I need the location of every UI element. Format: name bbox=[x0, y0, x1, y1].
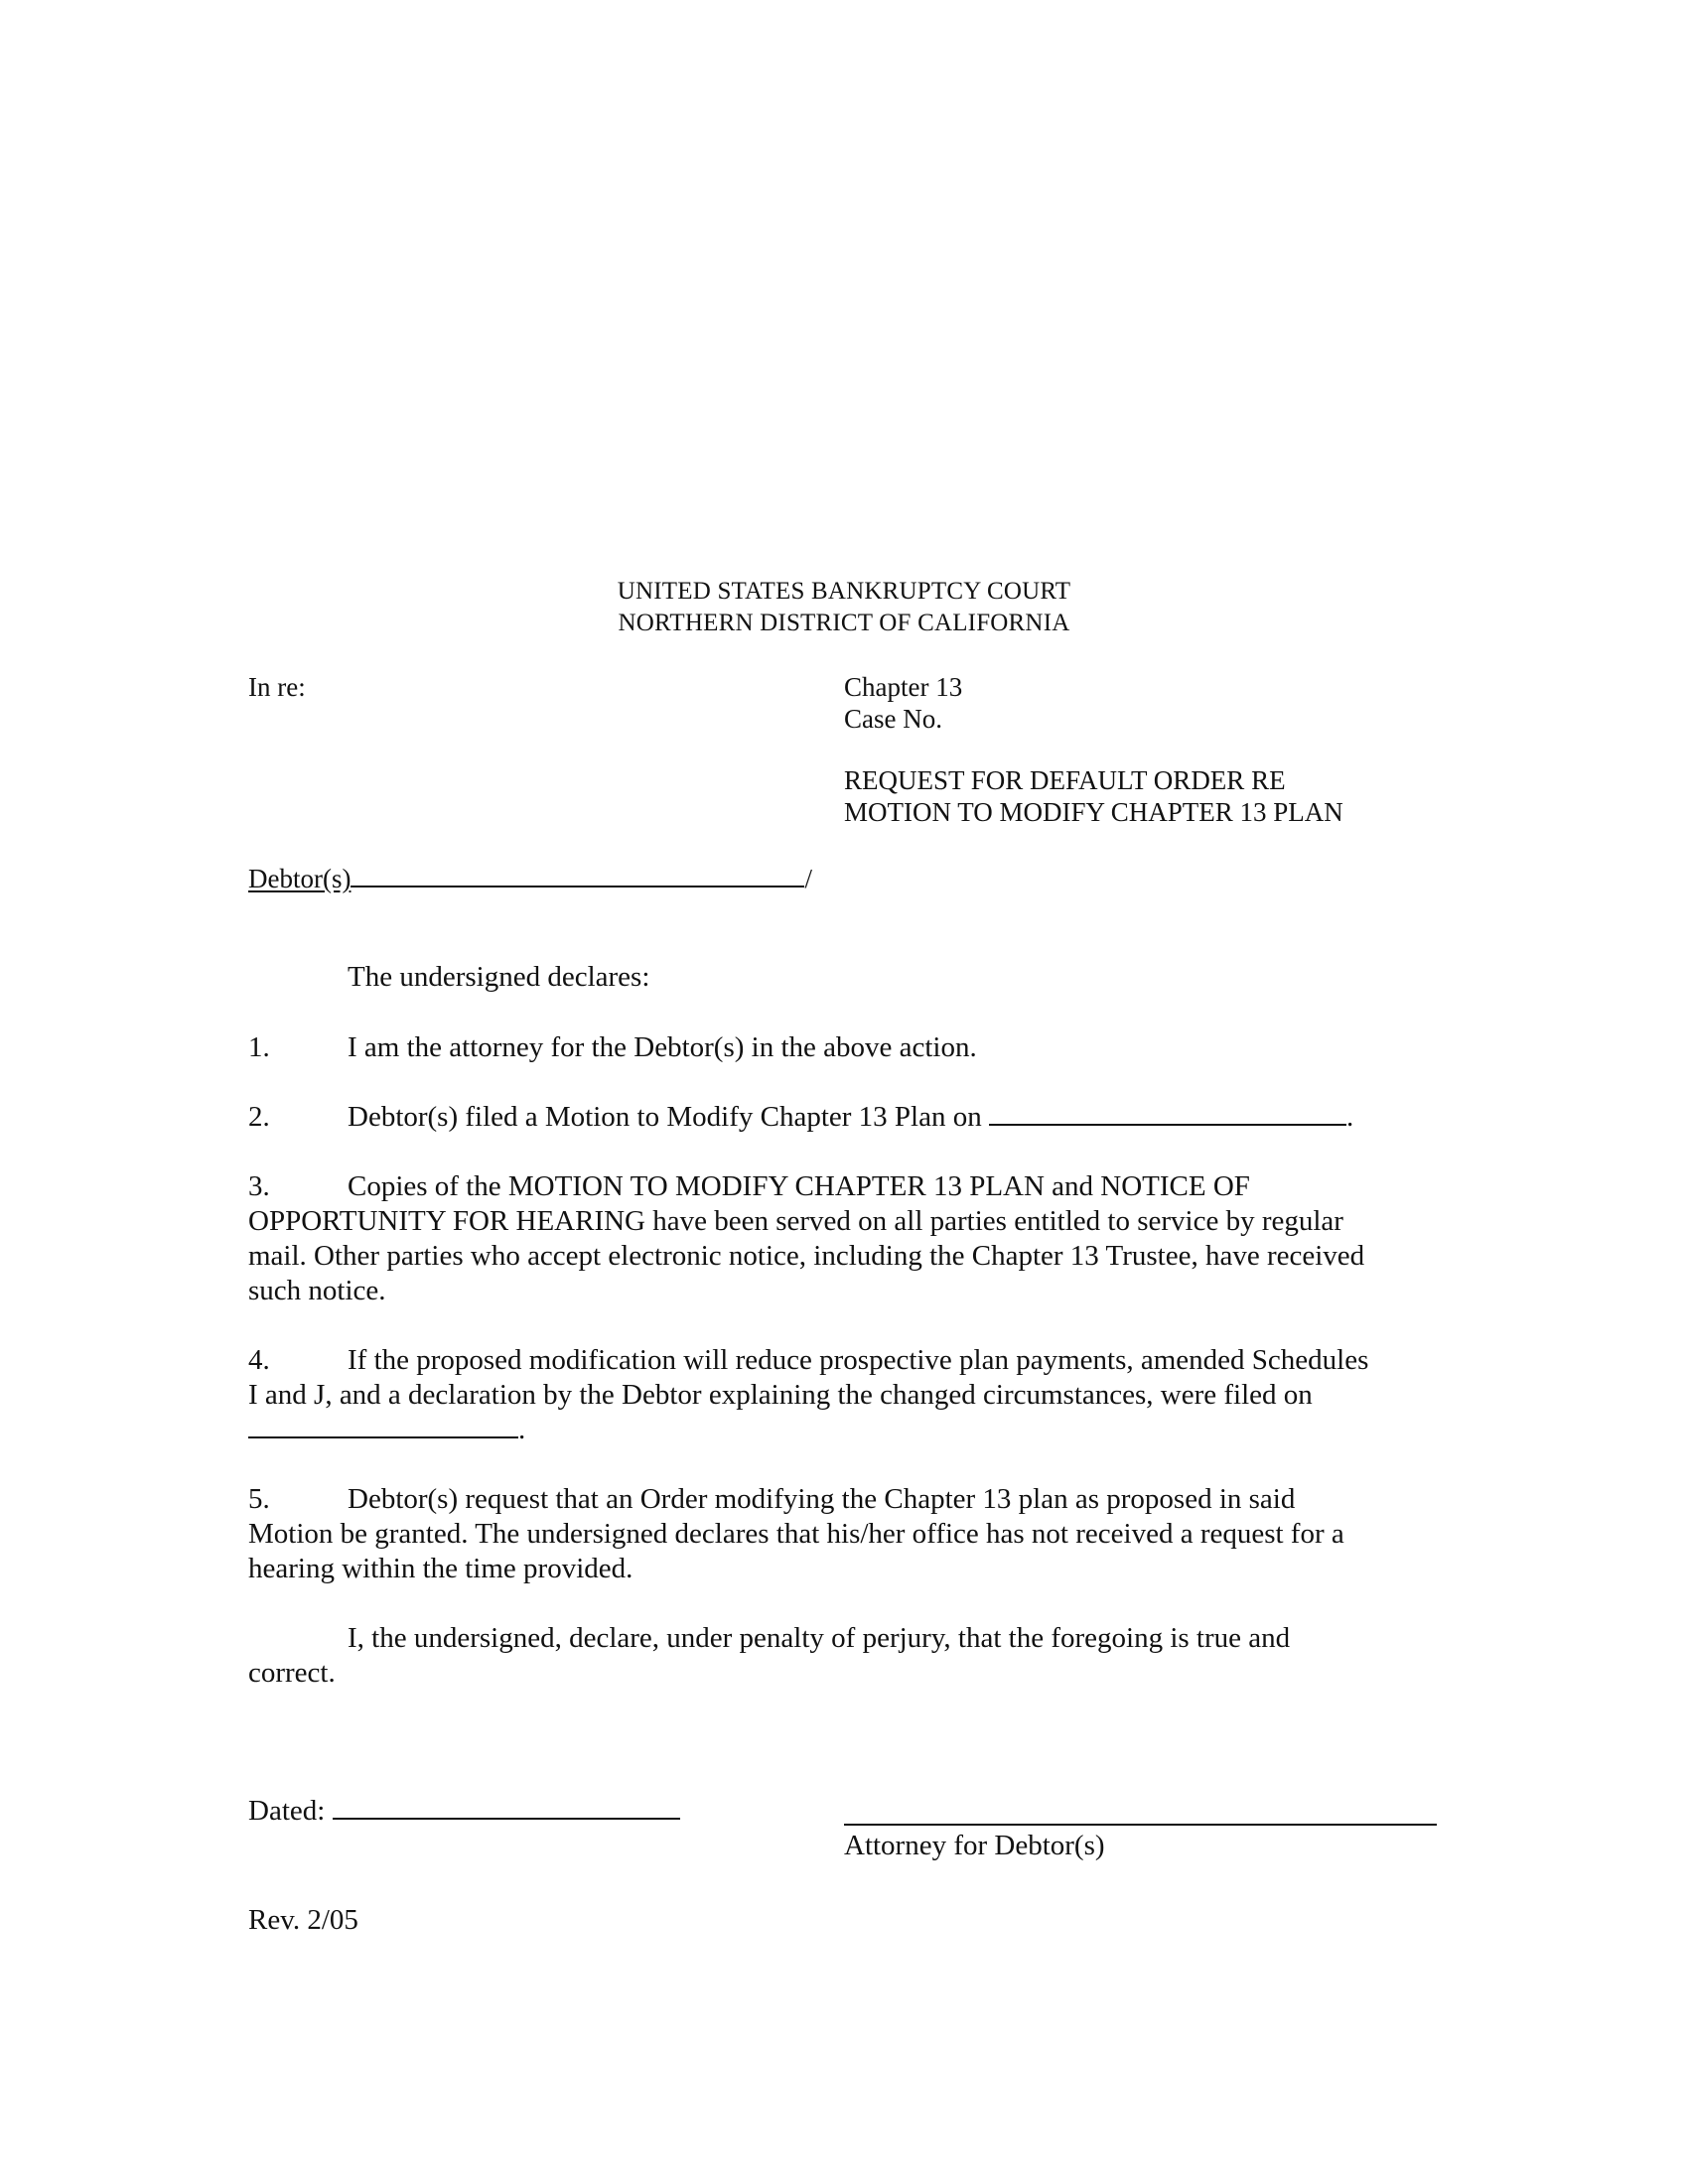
paragraph-number: 4. bbox=[248, 1344, 270, 1376]
court-district: NORTHERN DISTRICT OF CALIFORNIA bbox=[618, 610, 1070, 636]
document-title-line1: REQUEST FOR DEFAULT ORDER RE bbox=[844, 765, 1286, 795]
paragraph-number: 1. bbox=[248, 1031, 270, 1063]
paragraph-text: mail. Other parties who accept electronic notice, including the Chapter 13 Trustee, have received bbox=[248, 1240, 1365, 1272]
court-name: UNITED STATES BANKRUPTCY COURT bbox=[617, 578, 1071, 605]
paragraph-3 bbox=[248, 1169, 1440, 1308]
paragraph-text: OPPORTUNITY FOR HEARING have been served on all parties entitled to service by regular bbox=[248, 1205, 1343, 1237]
debtor-label: Debtor(s) bbox=[248, 864, 352, 893]
paragraph-2 bbox=[248, 1100, 1440, 1135]
debtor-caption-line bbox=[248, 864, 812, 894]
revision-note: Rev. 2/05 bbox=[248, 1904, 358, 1936]
paragraph-number: 3. bbox=[248, 1170, 270, 1202]
paragraph-text: Motion be granted. The undersigned declares that his/her office has not received a request for a bbox=[248, 1518, 1344, 1550]
dated-blank[interactable] bbox=[333, 1818, 680, 1820]
debtor-name-blank[interactable] bbox=[351, 886, 804, 887]
paragraph-end: . bbox=[518, 1414, 526, 1445]
paragraph-4 bbox=[248, 1343, 1440, 1447]
paragraph-number: 2. bbox=[248, 1101, 270, 1133]
paragraph-end: . bbox=[1345, 1101, 1354, 1133]
declaration-text: correct. bbox=[248, 1657, 336, 1689]
paragraph-text: hearing within the time provided. bbox=[248, 1553, 633, 1584]
paragraph-text: I and J, and a declaration by the Debtor explaining the changed circumstances, were filed on bbox=[248, 1379, 1313, 1411]
paragraph-1 bbox=[248, 1030, 1440, 1065]
paragraph-5 bbox=[248, 1482, 1440, 1586]
paragraph-text: Debtor(s) request that an Order modifying the Chapter 13 plan as proposed in said bbox=[348, 1483, 1296, 1515]
attorney-label: Attorney for Debtor(s) bbox=[844, 1830, 1105, 1861]
in-re-label: In re: bbox=[248, 672, 306, 702]
intro-text: The undersigned declares: bbox=[348, 961, 650, 993]
paragraph-text: Copies of the MOTION TO MODIFY CHAPTER 13 PLAN and NOTICE OF bbox=[348, 1170, 1250, 1202]
chapter-label: Chapter 13 bbox=[844, 672, 963, 702]
declaration-text: I, the undersigned, declare, under penalty of perjury, that the foregoing is true and bbox=[348, 1622, 1291, 1654]
schedules-date-blank[interactable] bbox=[248, 1436, 518, 1438]
case-no-label: Case No. bbox=[844, 704, 942, 734]
paragraph-number: 5. bbox=[248, 1483, 270, 1515]
perjury-declaration bbox=[248, 1621, 1440, 1691]
paragraph-text: such notice. bbox=[248, 1275, 386, 1306]
debtor-slash: / bbox=[804, 864, 812, 893]
paragraph-text: If the proposed modification will reduce prospective plan payments, amended Schedules bbox=[348, 1344, 1369, 1376]
dated-field bbox=[248, 1795, 680, 1828]
motion-date-blank[interactable] bbox=[989, 1124, 1346, 1126]
paragraph-text: I am the attorney for the Debtor(s) in the above action. bbox=[348, 1031, 977, 1063]
paragraph-text: Debtor(s) filed a Motion to Modify Chapter 13 Plan on bbox=[348, 1101, 982, 1133]
attorney-signature-line[interactable] bbox=[844, 1824, 1437, 1826]
dated-label: Dated: bbox=[248, 1795, 326, 1827]
document-title-line2: MOTION TO MODIFY CHAPTER 13 PLAN bbox=[844, 797, 1343, 827]
